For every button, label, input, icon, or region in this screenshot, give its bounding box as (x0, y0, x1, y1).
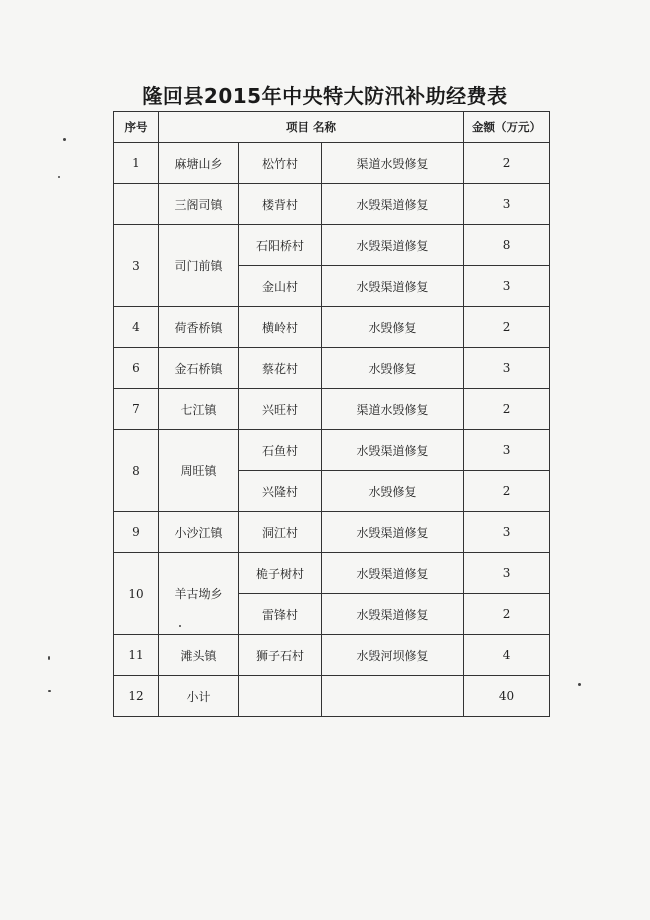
scan-speck (48, 690, 51, 692)
row-village: 石鱼村 (239, 430, 322, 471)
row-index (114, 184, 159, 225)
row-village: 横岭村 (239, 307, 322, 348)
row-amount: 3 (464, 348, 550, 389)
row-village: 楼背村 (239, 184, 322, 225)
row-village: 雷锋村 (239, 594, 322, 635)
subtotal-empty-cell (239, 676, 322, 717)
table-row (114, 225, 550, 266)
row-index: 10 (114, 553, 159, 635)
row-index: 6 (114, 348, 159, 389)
row-town: 司门前镇 (159, 225, 239, 307)
row-town: 滩头镇 (159, 635, 239, 676)
row-item: 水毁河坝修复 (322, 635, 464, 676)
row-village: 兴旺村 (239, 389, 322, 430)
row-amount: 3 (464, 430, 550, 471)
row-town: 金石桥镇 (159, 348, 239, 389)
table-row (114, 553, 550, 594)
row-item: 渠道水毁修复 (322, 143, 464, 184)
row-town: 羊古坳乡 (159, 553, 239, 635)
row-amount: 3 (464, 266, 550, 307)
row-village: 狮子石村 (239, 635, 322, 676)
row-item: 水毁渠道修复 (322, 430, 464, 471)
header-amount: 金额（万元） (464, 112, 550, 143)
table-row (114, 143, 550, 184)
row-town: 三阁司镇 (159, 184, 239, 225)
table-row (114, 184, 550, 225)
row-amount: 2 (464, 143, 550, 184)
row-village: 兴隆村 (239, 471, 322, 512)
row-index: 8 (114, 430, 159, 512)
table-row (114, 430, 550, 471)
row-item: 水毁修复 (322, 471, 464, 512)
row-town: 荷香桥镇 (159, 307, 239, 348)
row-item: 水毁修复 (322, 348, 464, 389)
row-amount: 3 (464, 512, 550, 553)
row-village: 蔡花村 (239, 348, 322, 389)
row-index: 3 (114, 225, 159, 307)
row-index: 7 (114, 389, 159, 430)
document-title: 隆回县2015年中央特大防汛补助经费表 (142, 84, 508, 108)
row-item: 水毁渠道修复 (322, 594, 464, 635)
scan-speck (48, 656, 50, 660)
scan-speck (578, 683, 581, 686)
row-amount: 3 (464, 553, 550, 594)
table-row (114, 348, 550, 389)
row-item: 渠道水毁修复 (322, 389, 464, 430)
row-village: 松竹村 (239, 143, 322, 184)
row-village: 桅子树村 (239, 553, 322, 594)
row-village: 金山村 (239, 266, 322, 307)
header-index: 序号 (114, 112, 159, 143)
subtotal-row (114, 676, 550, 717)
row-amount: 8 (464, 225, 550, 266)
scan-speck (63, 138, 66, 141)
subtotal-index: 12 (114, 676, 159, 717)
row-town: 周旺镇 (159, 430, 239, 512)
scan-speck (179, 625, 181, 627)
table-row (114, 512, 550, 553)
row-amount: 2 (464, 594, 550, 635)
table-header-row (114, 112, 550, 143)
row-item: 水毁渠道修复 (322, 225, 464, 266)
row-village: 石阳桥村 (239, 225, 322, 266)
row-index: 4 (114, 307, 159, 348)
row-item: 水毁修复 (322, 307, 464, 348)
scan-speck (58, 176, 60, 178)
row-item: 水毁渠道修复 (322, 553, 464, 594)
row-amount: 2 (464, 471, 550, 512)
row-index: 11 (114, 635, 159, 676)
row-amount: 2 (464, 307, 550, 348)
table-row (114, 635, 550, 676)
subtotal-label: 小计 (159, 676, 239, 717)
subtotal-empty-cell (322, 676, 464, 717)
row-amount: 4 (464, 635, 550, 676)
subtotal-amount: 40 (464, 676, 550, 717)
row-item: 水毁渠道修复 (322, 266, 464, 307)
row-town: 麻塘山乡 (159, 143, 239, 184)
row-index: 1 (114, 143, 159, 184)
row-index: 9 (114, 512, 159, 553)
row-town: 小沙江镇 (159, 512, 239, 553)
row-item: 水毁渠道修复 (322, 512, 464, 553)
row-amount: 2 (464, 389, 550, 430)
row-village: 洞江村 (239, 512, 322, 553)
row-amount: 3 (464, 184, 550, 225)
row-item: 水毁渠道修复 (322, 184, 464, 225)
table-row (114, 307, 550, 348)
row-town: 七江镇 (159, 389, 239, 430)
header-item-name: 项目 名称 (159, 112, 464, 143)
table-row (114, 389, 550, 430)
